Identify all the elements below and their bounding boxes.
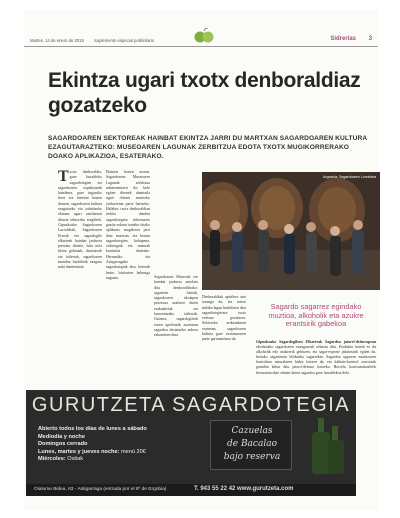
ad-address: Oialume Bidea, 63 - Astigarraga (entrada por el 8º de Ergobia): [34, 487, 167, 492]
issue-date: Martes, 14 de enero de 2015: [30, 38, 84, 43]
ad-contact: T. 943 55 22 42 www.gurutzeta.com: [194, 486, 294, 492]
sign-line-2: de Bacalao: [227, 439, 277, 449]
article-photo: [202, 172, 380, 290]
ad-hours-line-5: [38, 456, 147, 464]
article-column-3: [154, 275, 198, 380]
ad-footer: [26, 484, 356, 496]
ad-line-5-label: Miércoles:: [38, 456, 66, 463]
article-column-1: [58, 170, 102, 375]
bottle-icon: [296, 416, 356, 476]
apple-icon: [193, 28, 215, 44]
article-column-4: [202, 295, 246, 380]
article-column-2: [106, 170, 150, 375]
ad-hours-line-2: Mediodía y noche: [38, 433, 85, 440]
ad-hours-line-1: Abierto todos los días de lunes a sábado: [38, 426, 147, 432]
ad-line-4-value: menú 20€: [119, 448, 146, 455]
info-box: [256, 340, 376, 376]
ad-hours-line-4: [38, 449, 147, 457]
ad-hours-line-3: Domingos cerrado: [38, 441, 88, 448]
pull-quote: Sagardo sagarrez egindako muztioa, alkoholik eta azukre erantsirik gabekoa: [268, 302, 364, 328]
ad-title: GURUTZETA SAGARDOTEGIA: [31, 394, 351, 416]
column-3-text: Sagardoaren Museoak ere hainbat jarduera antolatu ditu denboraldirako: sagastien bisitak, sagardoaren ekoizpen prozesua azaltzen duten erakusketak eta haurrentzako tailerrak. Gainera, sagardogileek euren upeletatik zuzenean sagardoa dastatzeko aukera eskaintzen dute.: [154, 275, 198, 338]
header-rule: [24, 46, 378, 47]
info-box-text: ekoitzitako sagardoaren ezaugarriak zehaztu ditu. Produktu honek ez du alkoholik edo azukrerik gehitzen, eta sagar-espezie jakinetatik egiten da, bertako sagastietan bildutako sagarrekin. Sagardoa sagarren muztioaren hartzidura naturalaren bidez lortzen da, eta kalitate-kontrol zorrotzak gainditu behar ditu jatorri-deitura lortzeko. Horrela, kontsumitzaileek bermatuta dute edaten duten sagardoa gure lurraldekoa dela.: [256, 345, 376, 375]
page-number: 3: [368, 36, 372, 42]
ad-line-4-label: Lunes, martes y jueves noche:: [38, 448, 120, 455]
sidreria-photo-illustration: [202, 172, 380, 290]
photo-credit: Argazkia: Sagardoaren Lurraldea: [323, 175, 376, 179]
ad-line-5-value: Ostiak: [65, 456, 84, 463]
advertisement: [26, 390, 356, 496]
article-subhead: SAGARDOAREN SEKTOREAK HAINBAT EKINTZA JARRI DU MARTXAN SAGARDOAREN KULTURA EZAGUTARAZTEKO: MUSEOAREN LAGUNAK ZERBITZUA EDOTA TXOTX MUGIKORRERAKO DOAKO APLIKAZIOA, ESATERAKO.: [48, 135, 368, 160]
ad-chalkboard-sign: [210, 420, 292, 470]
sign-line-3: bajo reserva: [223, 452, 281, 462]
section-label: Sidrerías: [330, 36, 356, 42]
article-headline: Ekintza ugari txotx denboraldiaz gozatzeko: [48, 69, 361, 117]
ad-opening-hours: [38, 426, 147, 464]
column-1-text: xotx denboraldia, gure lurraldeko sagardotegien eta sagardoaren ospakizunik handiena, gure inguruko herri eta hirietan hasten denean, sagardoaren kultura ezagutzeko eta zabaltzeko ekimen ugari antolatzen dituzte sektoreko eragileek. Gipuzkoako Sagardoaren Lurraldeak, Sagardoaren Etxeak eta sagardogile elkarteek hainbat jarduera prestatu dituzte, hala nola bisita gidatuak, dastatzeak eta tailerrak, sagardoaren mundua hurbiletik ezagutu nahi dutenentzat.: [58, 170, 102, 270]
info-box-lead: Gipuzkoako Sagardogileen Elkarteak Sagardoa jatorri-deiturapean: [256, 340, 376, 344]
drop-cap: T: [58, 170, 69, 185]
supplement-label: Suplemento especial publicitario: [94, 38, 155, 43]
column-2-text: Ekimen horien artean, Sagardoaren Museoaren Lagunak zerbitzua nabarmentzen da: kide egiten direnek abantaila ugari dituzte museoko jardueretan parte hartzeko. Halaber, txotx denboraldian irekita dauden sagardotegien informazio guztia eskura izateko doako aplikazio mugikorra jarri dute martxan, eta bertan sagardotegien kokapena, ordutegiak eta menuak kontsulta daitezke. Hernaniko eta Astigarragako sagardotegiak dira, besteak beste, bisitarien helmuga nagusia.: [106, 170, 150, 280]
sign-line-1: Cazuelas: [231, 426, 273, 436]
column-4-text: Denboraldiak apirilera arte iraungo du, eta urtero milaka lagun hurbiltzen dira sagardotegietara txotx errituaz gozatzera. Sektoreko arduradunen esanetan, sagardoaren kultura gure nortasunaren parte garrantzitsua da.: [202, 295, 246, 342]
